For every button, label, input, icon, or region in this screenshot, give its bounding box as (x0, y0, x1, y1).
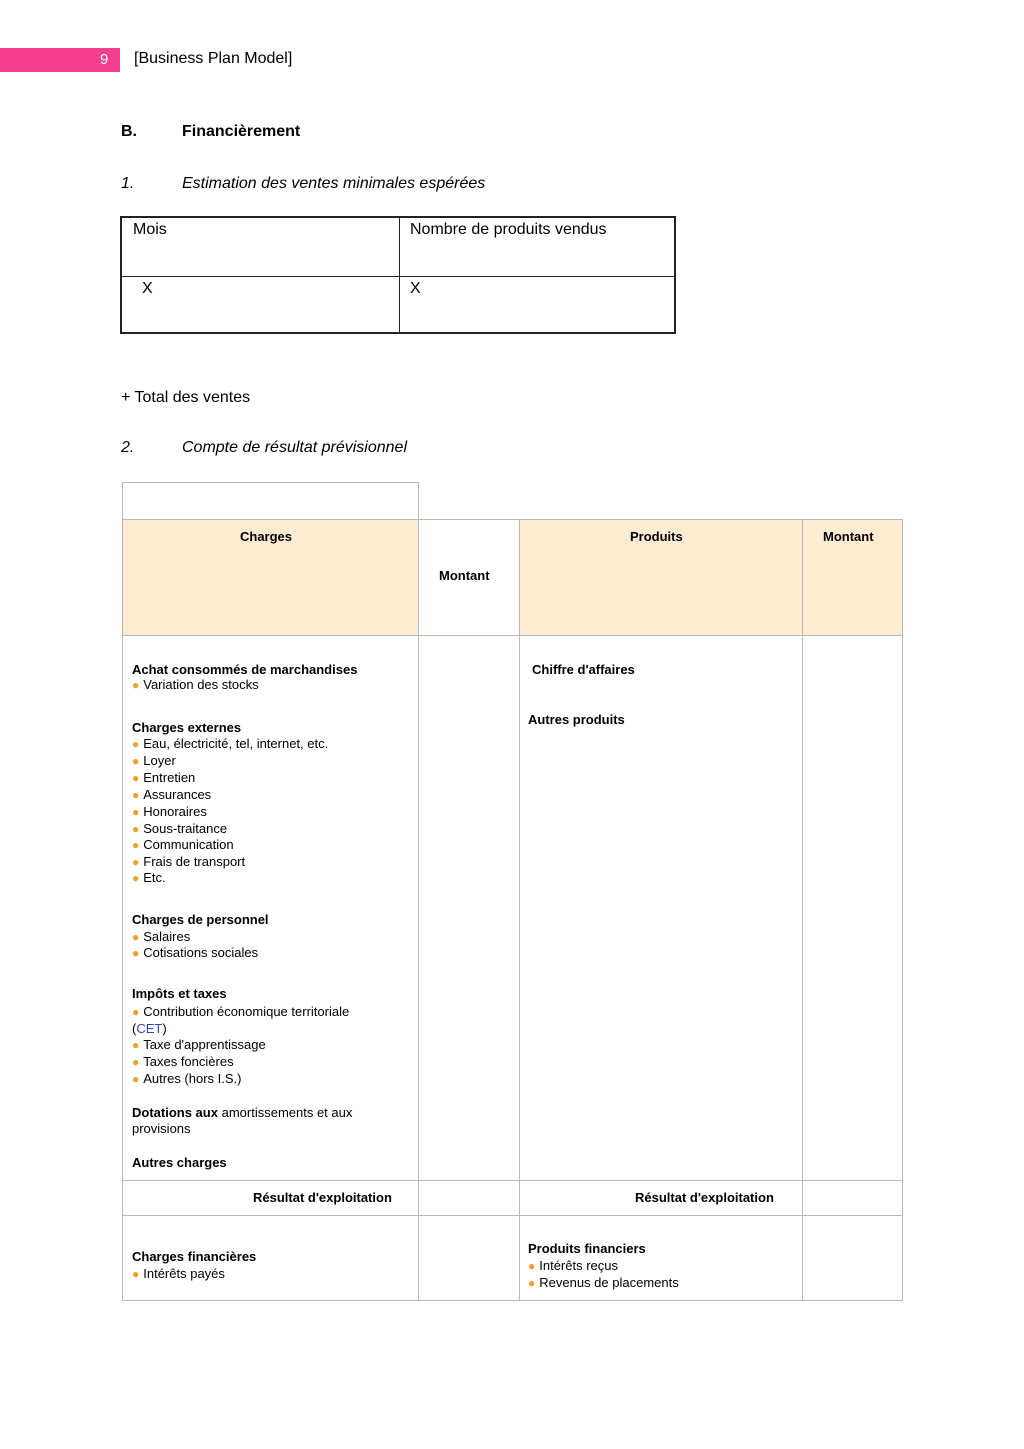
sales-cell-mois: X (142, 280, 153, 297)
orange-bullet-icon: ● (132, 1072, 140, 1086)
orange-bullet-icon: ● (132, 1005, 140, 1019)
sales-header-mois: Mois (133, 221, 167, 238)
pl-montant-left-body-cell (418, 635, 520, 1181)
orange-bullet-icon: ● (132, 1038, 140, 1052)
orange-bullet-icon: ● (528, 1259, 536, 1273)
orange-bullet-icon: ● (132, 822, 140, 836)
section-title: Financièrement (182, 123, 301, 140)
ext-item: ● Frais de transport (132, 854, 246, 869)
pl-fin-montant-right-cell (802, 1215, 903, 1301)
ext-item: ● Sous-traitance (132, 821, 228, 836)
ext-title: Charges externes (132, 720, 242, 735)
orange-bullet-icon: ● (132, 855, 140, 869)
ext-item: ● Communication (132, 837, 234, 852)
orange-bullet-icon: ● (132, 805, 140, 819)
orange-bullet-icon: ● (132, 771, 140, 785)
resultat-exploitation-charges: Résultat d'exploitation (253, 1190, 392, 1205)
sales-cell-produits: X (410, 280, 421, 297)
achat-item: ● Variation des stocks (132, 677, 259, 692)
imp-item: ● Taxe d'apprentissage (132, 1037, 266, 1052)
orange-bullet-icon: ● (132, 737, 140, 751)
produits-financiers-item: ● Revenus de placements (528, 1275, 679, 1290)
ext-item: ● Assurances (132, 787, 212, 802)
produits-financiers-item: ● Intérêts reçus (528, 1258, 619, 1273)
pers-item: ● Salaires (132, 929, 191, 944)
pl-empty-top-cell (122, 482, 419, 520)
orange-bullet-icon: ● (132, 930, 140, 944)
ext-item: ● Etc. (132, 870, 166, 885)
page-number: 9 (100, 51, 109, 68)
charges-financieres-item: ● Intérêts payés (132, 1266, 225, 1281)
pl-resultat-montant-right-cell (802, 1180, 903, 1216)
sales-table (120, 216, 676, 334)
pl-header-produits: Produits (630, 529, 683, 544)
pl-charges-body-cell (122, 635, 419, 1181)
pers-item: ● Cotisations sociales (132, 945, 259, 960)
item1-number: 1. (121, 175, 135, 192)
item2-number: 2. (121, 439, 135, 456)
orange-bullet-icon: ● (528, 1276, 536, 1290)
orange-bullet-icon: ● (132, 946, 140, 960)
produits-financiers-title: Produits financiers (528, 1241, 646, 1256)
pl-resultat-montant-left-cell (418, 1180, 520, 1216)
section-letter: B. (121, 123, 137, 140)
total-sales-line: + Total des ventes (121, 389, 251, 406)
pl-header-charges: Charges (240, 529, 293, 544)
running-header-title: [Business Plan Model] (134, 50, 293, 67)
ext-item: ● Honoraires (132, 804, 207, 819)
sales-header-produits: Nombre de produits vendus (410, 221, 607, 238)
orange-bullet-icon: ● (132, 754, 140, 768)
imp-title: Impôts et taxes (132, 986, 227, 1001)
pl-montant-right-body-cell (802, 635, 903, 1181)
imp-item-cont: (CET) (132, 1021, 167, 1036)
ext-item: ● Eau, électricité, tel, internet, etc. (132, 736, 329, 751)
item2-title: Compte de résultat prévisionnel (182, 439, 408, 456)
resultat-exploitation-produits: Résultat d'exploitation (635, 1190, 774, 1205)
dotations-line2: provisions (132, 1121, 191, 1136)
dotations-line: Dotations aux amortissements et aux (132, 1105, 353, 1120)
imp-item: ● Autres (hors I.S.) (132, 1071, 242, 1086)
orange-bullet-icon: ● (132, 1055, 140, 1069)
pl-header-montant-left: Montant (439, 568, 490, 583)
pl-header-montant-right: Montant (823, 529, 874, 544)
pl-fin-montant-left-cell (418, 1215, 520, 1301)
orange-bullet-icon: ● (132, 788, 140, 802)
ext-item: ● Entretien (132, 770, 196, 785)
orange-bullet-icon: ● (132, 678, 140, 692)
imp-item: ● Taxes foncières (132, 1054, 234, 1069)
orange-bullet-icon: ● (132, 838, 140, 852)
charges-financieres-title: Charges financières (132, 1249, 257, 1264)
orange-bullet-icon: ● (132, 871, 140, 885)
autres-charges: Autres charges (132, 1155, 227, 1170)
item1-title: Estimation des ventes minimales espérées (182, 175, 486, 192)
imp-item: ● Contribution économique territoriale (132, 1004, 350, 1019)
achat-title: Achat consommés de marchandises (132, 662, 358, 677)
orange-bullet-icon: ● (132, 1267, 140, 1281)
pers-title: Charges de personnel (132, 912, 269, 927)
ext-item: ● Loyer (132, 753, 176, 768)
cet-link[interactable]: CET (136, 1021, 163, 1036)
autres-produits: Autres produits (528, 712, 625, 727)
chiffre-affaires: Chiffre d'affaires (532, 662, 635, 677)
